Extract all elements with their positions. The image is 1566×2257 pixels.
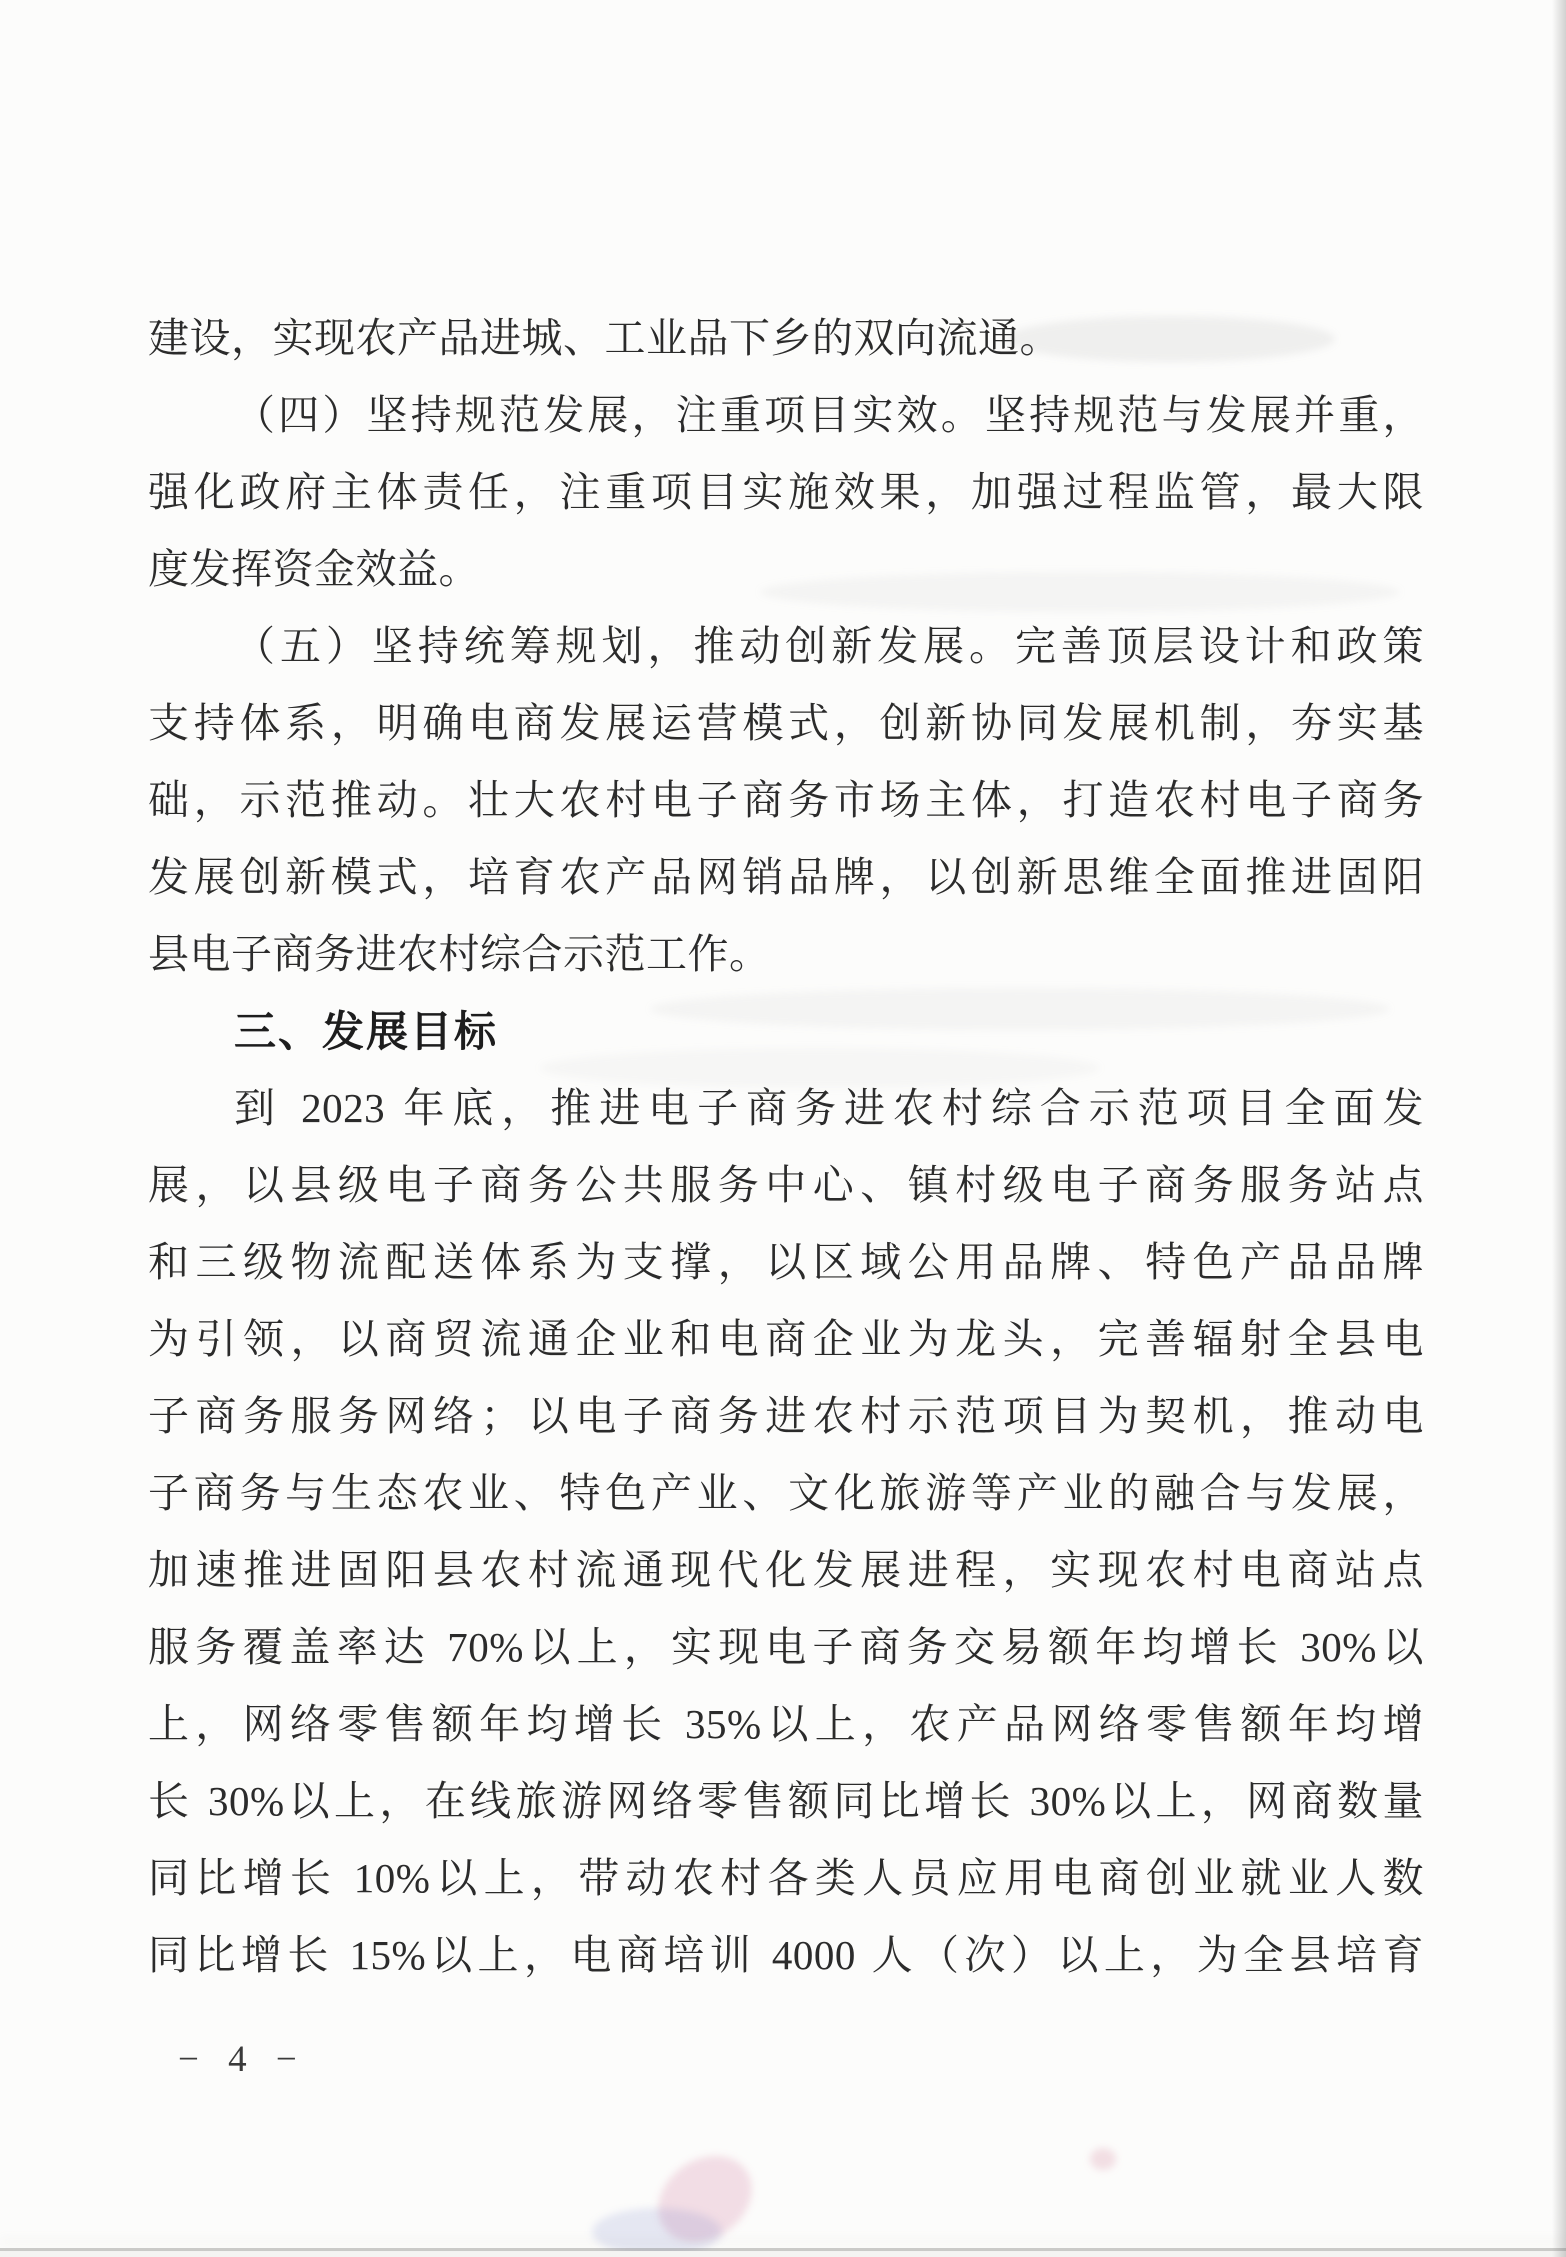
text-line: 加速推进固阳县农村流通现代化发展进程，实现农村电商站点 xyxy=(148,1547,1424,1593)
scan-edge-right xyxy=(1552,0,1566,2257)
text-line: 长 30%以上，在线旅游网络零售额同比增长 30%以上，网商数量 xyxy=(148,1778,1424,1824)
text-line: 服务覆盖率达 70%以上，实现电子商务交易额年均增长 30%以 xyxy=(148,1624,1424,1670)
text-line: 子商务与生态农业、特色产业、文化旅游等产业的融合与发展， xyxy=(148,1470,1424,1516)
text-line: 为引领，以商贸流通企业和电商企业为龙头，完善辐射全县电 xyxy=(148,1316,1424,1362)
text-line: 度发挥资金效益。 xyxy=(148,546,480,592)
text-line: （四）坚持规范发展，注重项目实效。坚持规范与发展并重， xyxy=(234,392,1424,438)
text-line: 支持体系，明确电商发展运营模式，创新协同发展机制，夯实基 xyxy=(148,700,1424,746)
text-line: 建设，实现农产品进城、工业品下乡的双向流通。 xyxy=(148,315,1061,361)
text-line: （五）坚持统筹规划，推动创新发展。完善顶层设计和政策 xyxy=(234,623,1424,669)
text-line: 展，以县级电子商务公共服务中心、镇村级电子商务服务站点 xyxy=(148,1162,1424,1208)
scan-edge-bottom xyxy=(0,2248,1566,2251)
section-heading: 三、发展目标 xyxy=(234,1008,499,1055)
scan-ink-smudge-pink xyxy=(1090,2148,1116,2170)
text-line: 子商务服务网络；以电子商务进农村示范项目为契机，推动电 xyxy=(148,1393,1424,1439)
text-line: 和三级物流配送体系为支撑，以区域公用品牌、特色产品品牌 xyxy=(148,1239,1424,1285)
text-line: 县电子商务进农村综合示范工作。 xyxy=(148,931,771,977)
text-line: 到 2023 年底，推进电子商务进农村综合示范项目全面发 xyxy=(234,1085,1424,1131)
text-line: 上，网络零售额年均增长 35%以上，农产品网络零售额年均增 xyxy=(148,1701,1424,1747)
scan-edge-paper xyxy=(0,2251,1566,2257)
text-line: 同比增长 15%以上，电商培训 4000 人（次）以上，为全县培育 xyxy=(148,1932,1424,1978)
text-line: 强化政府主体责任，注重项目实施效果，加强过程监管，最大限 xyxy=(148,469,1424,515)
scan-ink-smudge-pink xyxy=(642,2138,769,2257)
document-lines xyxy=(148,300,1424,1994)
text-line: 础，示范推动。壮大农村电子商务市场主体，打造农村电子商务 xyxy=(148,777,1424,823)
text-line: 同比增长 10%以上，带动农村各类人员应用电商创业就业人数 xyxy=(148,1855,1424,1901)
page-number: − 4 − xyxy=(178,2039,307,2080)
text-line: 发展创新模式，培育农产品网销品牌，以创新思维全面推进固阳 xyxy=(148,854,1424,900)
